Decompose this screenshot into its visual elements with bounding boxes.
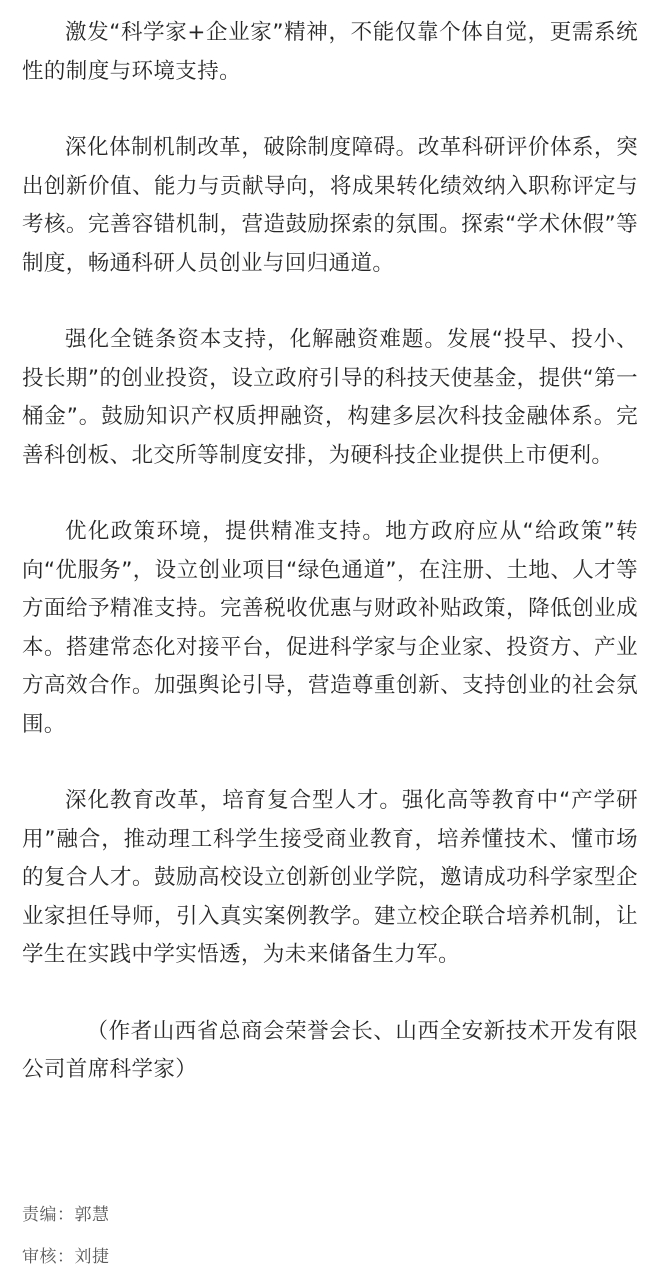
reviewer-credit: 审核：刘捷 xyxy=(22,1247,110,1267)
article-body xyxy=(22,14,638,1090)
article-paragraph: 优化政策环境，提供精准支持。地方政府应从“给政策”转向“优服务”，设立创业项目“绿色通道”，在注册、土地、人才等方面给予精准支持。完善税收优惠与财政补贴政策，降低创业成本。搭建常态化对接平台，促进科学家与企业家、投资方、产业方高效合作。加强舆论引导，营造尊重创新、支持创业的社会氛围。 xyxy=(22,519,638,737)
editor-credit: 责编：郭慧 xyxy=(22,1205,110,1225)
article-paragraph: 强化全链条资本支持，化解融资难题。发展“投早、投小、投长期”的创业投资，设立政府引导的科技天使基金，提供“第一桶金”。鼓励知识产权质押融资，构建多层次科技金融体系。完善科创板、北交所等制度安排，为硬科技企业提供上市便利。 xyxy=(22,327,638,468)
article-paragraph: 激发“科学家+企业家”精神，不能仅靠个体自觉，更需系统性的制度与环境支持。 xyxy=(22,20,638,84)
author-note: （作者山西省总商会荣誉会长、山西全安新技术开发有限公司首席科学家） xyxy=(22,1018,638,1082)
article-paragraph: 深化教育改革，培育复合型人才。强化高等教育中“产学研用”融合，推动理工科学生接受商业教育，培养懂技术、懂市场的复合人才。鼓励高校设立创新创业学院，邀请成功科学家型企业家担任导师，引入真实案例教学。建立校企联合培养机制，让学生在实践中学实悟透，为未来储备生力军。 xyxy=(22,788,638,967)
article-paragraph: 深化体制机制改革，破除制度障碍。改革科研评价体系，突出创新价值、能力与贡献导向，将成果转化绩效纳入职称评定与考核。完善容错机制，营造鼓励探索的氛围。探索“学术休假”等制度，畅通科研人员创业与回归通道。 xyxy=(22,135,638,276)
